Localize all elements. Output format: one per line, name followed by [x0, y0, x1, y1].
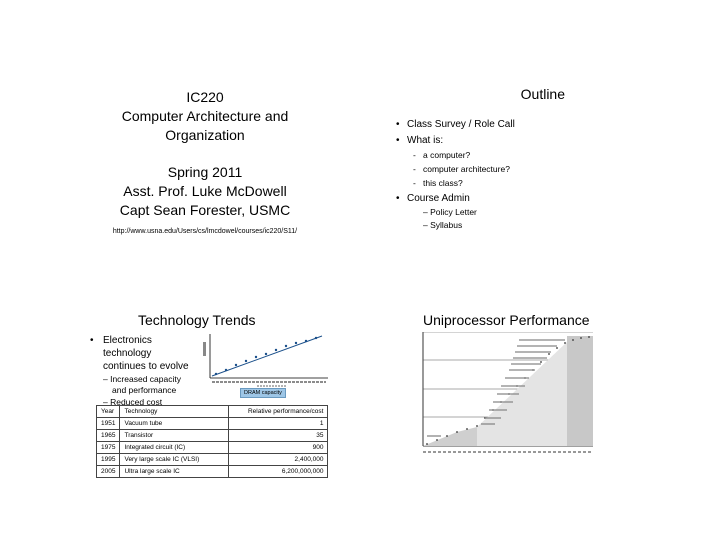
table-header-row [97, 406, 328, 418]
table-row: 1995 Very large scale IC (VLSI) 2,400,000 [97, 454, 328, 466]
course-title-line1: Computer Architecture and [121, 108, 289, 124]
course-url[interactable]: http://www.usna.edu/Users/cs/lmcdowel/courses/ic220/S11/ [112, 228, 298, 235]
outline-title: Outline [520, 86, 565, 102]
instructor-1: Asst. Prof. Luke McDowell [123, 183, 287, 199]
performance-title: Uniprocessor Performance [423, 312, 590, 328]
outline-item: • What is: [393, 134, 623, 148]
trends-title: Technology Trends [138, 312, 256, 328]
outline-subitem: - computer architecture? [413, 164, 510, 174]
outline-subitem: - this class? [413, 178, 463, 188]
table-header: Relative performance/cost [229, 406, 328, 418]
slide-outline [393, 86, 623, 232]
outline-item: • Class Survey / Role Call [393, 118, 623, 132]
table-row: 2005 Ultra large scale IC 6,200,000,000 [97, 466, 328, 478]
course-title-line2: Organization [165, 127, 245, 143]
term: Spring 2011 [167, 164, 243, 180]
table-row: 1951 Vacuum tube 1 [97, 418, 328, 430]
technology-table [96, 405, 328, 478]
trends-subbullet: – Reduced cost [103, 397, 163, 407]
dram-capacity-chart [202, 330, 330, 392]
course-code: IC220 [186, 89, 224, 105]
table-row: 1975 Integrated circuit (IC) 900 [97, 442, 328, 454]
outline-list [393, 118, 623, 232]
performance-chart [417, 332, 617, 462]
outline-subitem: - a computer? [413, 150, 471, 160]
outline-subitem: – Policy Letter [423, 207, 477, 217]
outline-subitem: – Syllabus [423, 220, 463, 230]
table-row: 1965 Transistor 35 [97, 430, 328, 442]
trends-subbullet: – Increased capacity and performance [103, 374, 181, 395]
dram-capacity-label: DRAM capacity [240, 388, 286, 398]
slide-uniprocessor-performance [395, 310, 615, 470]
trends-bullet: • Electronics technology continues to evolve [90, 335, 189, 372]
instructor-2: Capt Sean Forester, USMC [119, 202, 291, 218]
outline-item: • Course Admin [393, 192, 623, 206]
slide-technology-trends [90, 310, 330, 480]
table-header: Technology [120, 406, 229, 418]
slide-title [95, 88, 315, 235]
table-header: Year [97, 406, 120, 418]
